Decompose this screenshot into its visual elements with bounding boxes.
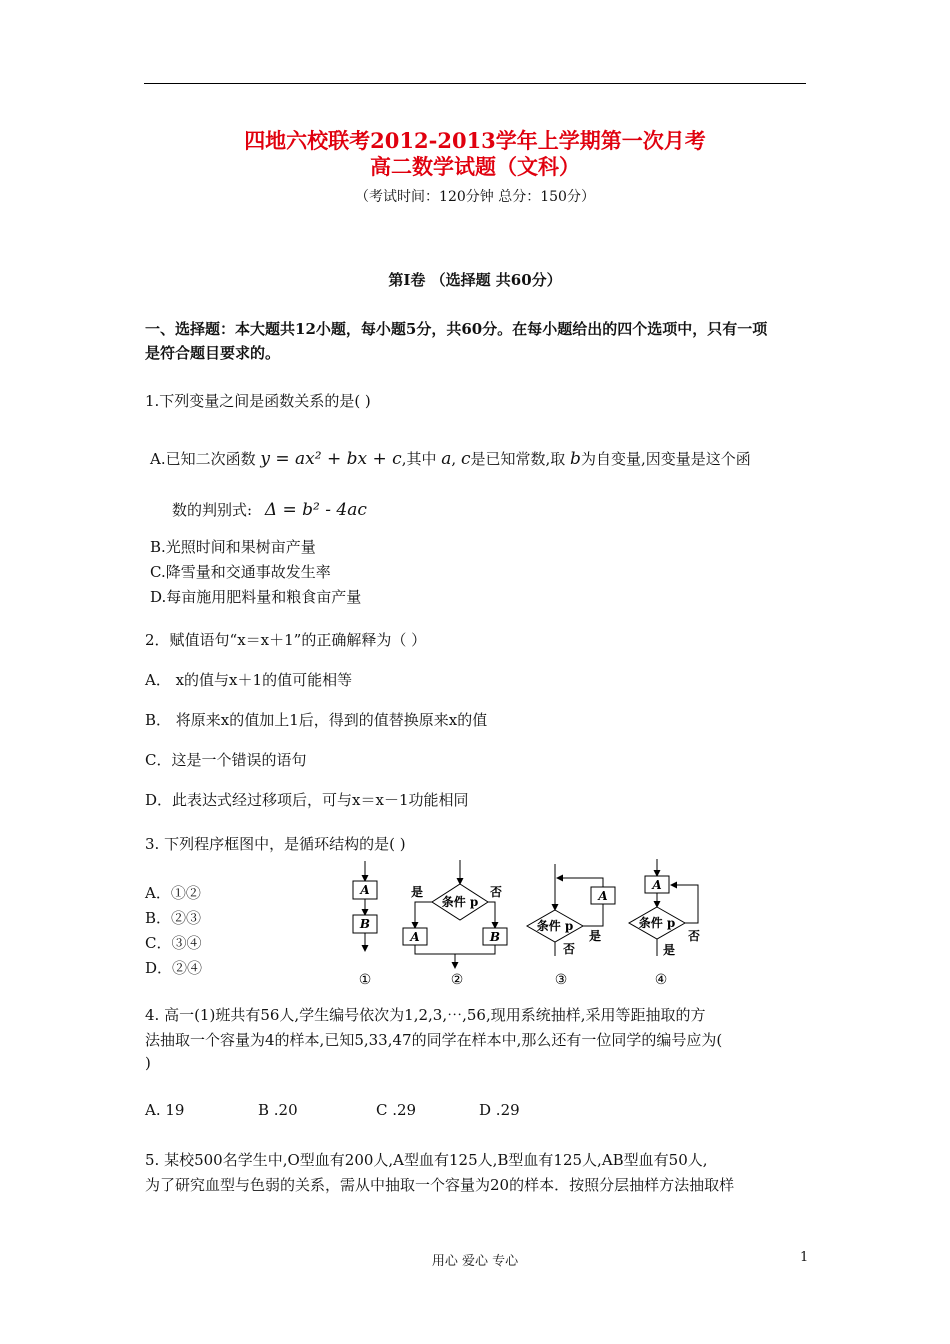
fc2-label-a: A: [410, 930, 420, 944]
header-rule: [144, 83, 806, 84]
q4-option-c: C .29: [376, 1101, 417, 1119]
q4-option-b: B .20: [258, 1101, 298, 1119]
q3-stem: 3. 下列程序框图中，是循环结构的是( ): [145, 835, 406, 853]
flowchart-1: [353, 861, 377, 951]
q1-a-line2-prefix: 数的判别式:: [172, 501, 253, 519]
fc4-number: ④: [654, 972, 668, 988]
fc2-cond: 条件 p: [441, 895, 479, 909]
fc4-cond: 条件 p: [638, 916, 676, 930]
fc1-label-a: A: [360, 883, 370, 897]
page-number: 1: [800, 1250, 809, 1265]
flowchart-diagrams: [335, 856, 715, 991]
q1-a-comma: ,: [451, 450, 457, 468]
fc3-number: ③: [554, 972, 568, 988]
q2-option-d: D．此表达式经过移项后，可与x＝x－1功能相同: [145, 791, 469, 809]
q2-option-a: A． x的值与x＋1的值可能相等: [145, 671, 353, 689]
q1-a-mid1: ,其中: [401, 450, 437, 468]
fc1-label-b: B: [359, 917, 371, 931]
fc4-label-a: A: [652, 878, 662, 892]
fc2-yes: 是: [411, 885, 424, 899]
q1-stem: 1.下列变量之间是函数关系的是( ): [145, 392, 371, 410]
q4-line2: 法抽取一个容量为4的样本,已知5,33,47的同学在样本中,那么还有一位同学的编号应为(: [145, 1031, 723, 1049]
q1-option-d: D.每亩施用肥料量和粮食亩产量: [150, 588, 362, 606]
exam-title-line2: 高二数学试题（文科）: [370, 154, 580, 179]
q1-a-mid2: 是已知常数,取: [470, 450, 566, 468]
fc1-number: ①: [358, 972, 372, 988]
q4-line3: ): [145, 1054, 151, 1072]
q4-line1: 4. 高一(1)班共有56人,学生编号依次为1,2,3,⋯,56,现用系统抽样,采用等距抽取的方: [145, 1006, 706, 1024]
q1-option-a: [150, 448, 751, 469]
fc4-no: 否: [688, 929, 701, 943]
q3-option-c: C．③④: [145, 934, 202, 952]
q1-option-b: B.光照时间和果树亩产量: [150, 538, 316, 556]
page-footer: 用心 爱心 专心: [431, 1254, 519, 1269]
q5-line1: 5. 某校500名学生中,O型血有200人,A型血有125人,B型血有125人,AB型血有50人,: [145, 1151, 708, 1169]
q1-a-prefix: A.已知二次函数: [150, 450, 256, 468]
q1-a-line2-formula: Δ = b² - 4ac: [264, 500, 367, 520]
section-instruction-line1: 一、选择题：本大题共12小题，每小题5分，共60分。在每小题给出的四个选项中，只有一项: [145, 320, 768, 338]
exam-info: （考试时间：120分钟 总分：150分）: [355, 189, 595, 205]
section-instruction-line2: 是符合题目要求的。: [145, 344, 281, 362]
fc3-cond: 条件 p: [536, 919, 574, 933]
fc3-no: 否: [563, 942, 576, 956]
part-title: 第Ⅰ卷 （选择题 共60分）: [388, 271, 562, 289]
q2-option-b: B． 将原来x的值加上1后，得到的值替换原来x的值: [145, 711, 488, 729]
q1-a-var-a: a: [441, 449, 452, 469]
q3-option-a: A．①②: [145, 884, 201, 902]
q1-a-var-b: b: [570, 449, 581, 469]
q1-a-suffix: 为自变量,因变量是这个函: [580, 450, 751, 468]
q4-option-d: D .29: [479, 1101, 520, 1119]
q2-stem: 2．赋值语句“x＝x＋1”的正确解释为（ ）: [145, 631, 427, 649]
q4-options: [145, 1101, 520, 1119]
fc2-label-b: B: [489, 930, 501, 944]
q3-option-d: D．②④: [145, 959, 203, 977]
exam-title-line1: 四地六校联考2012-2013学年上学期第一次月考: [244, 128, 706, 153]
fc3-label-a: A: [598, 889, 608, 903]
q1-a-formula: y = ax² + bx + c: [260, 449, 402, 469]
q1-option-c: C.降雪量和交通事故发生率: [150, 563, 331, 581]
q1-option-a-line2: [172, 499, 367, 520]
q1-a-var-c: c: [460, 449, 471, 469]
fc2-number: ②: [450, 972, 464, 988]
q4-option-a: A. 19: [145, 1101, 185, 1119]
q2-option-c: C．这是一个错误的语句: [145, 751, 307, 769]
fc2-no: 否: [490, 885, 503, 899]
q3-option-b: B．②③: [145, 909, 202, 927]
flowchart-2: [403, 860, 507, 968]
q5-line2: 为了研究血型与色弱的关系，需从中抽取一个容量为20的样本．按照分层抽样方法抽取样: [145, 1176, 735, 1194]
fc3-yes: 是: [589, 929, 602, 943]
fc4-yes: 是: [663, 943, 676, 957]
